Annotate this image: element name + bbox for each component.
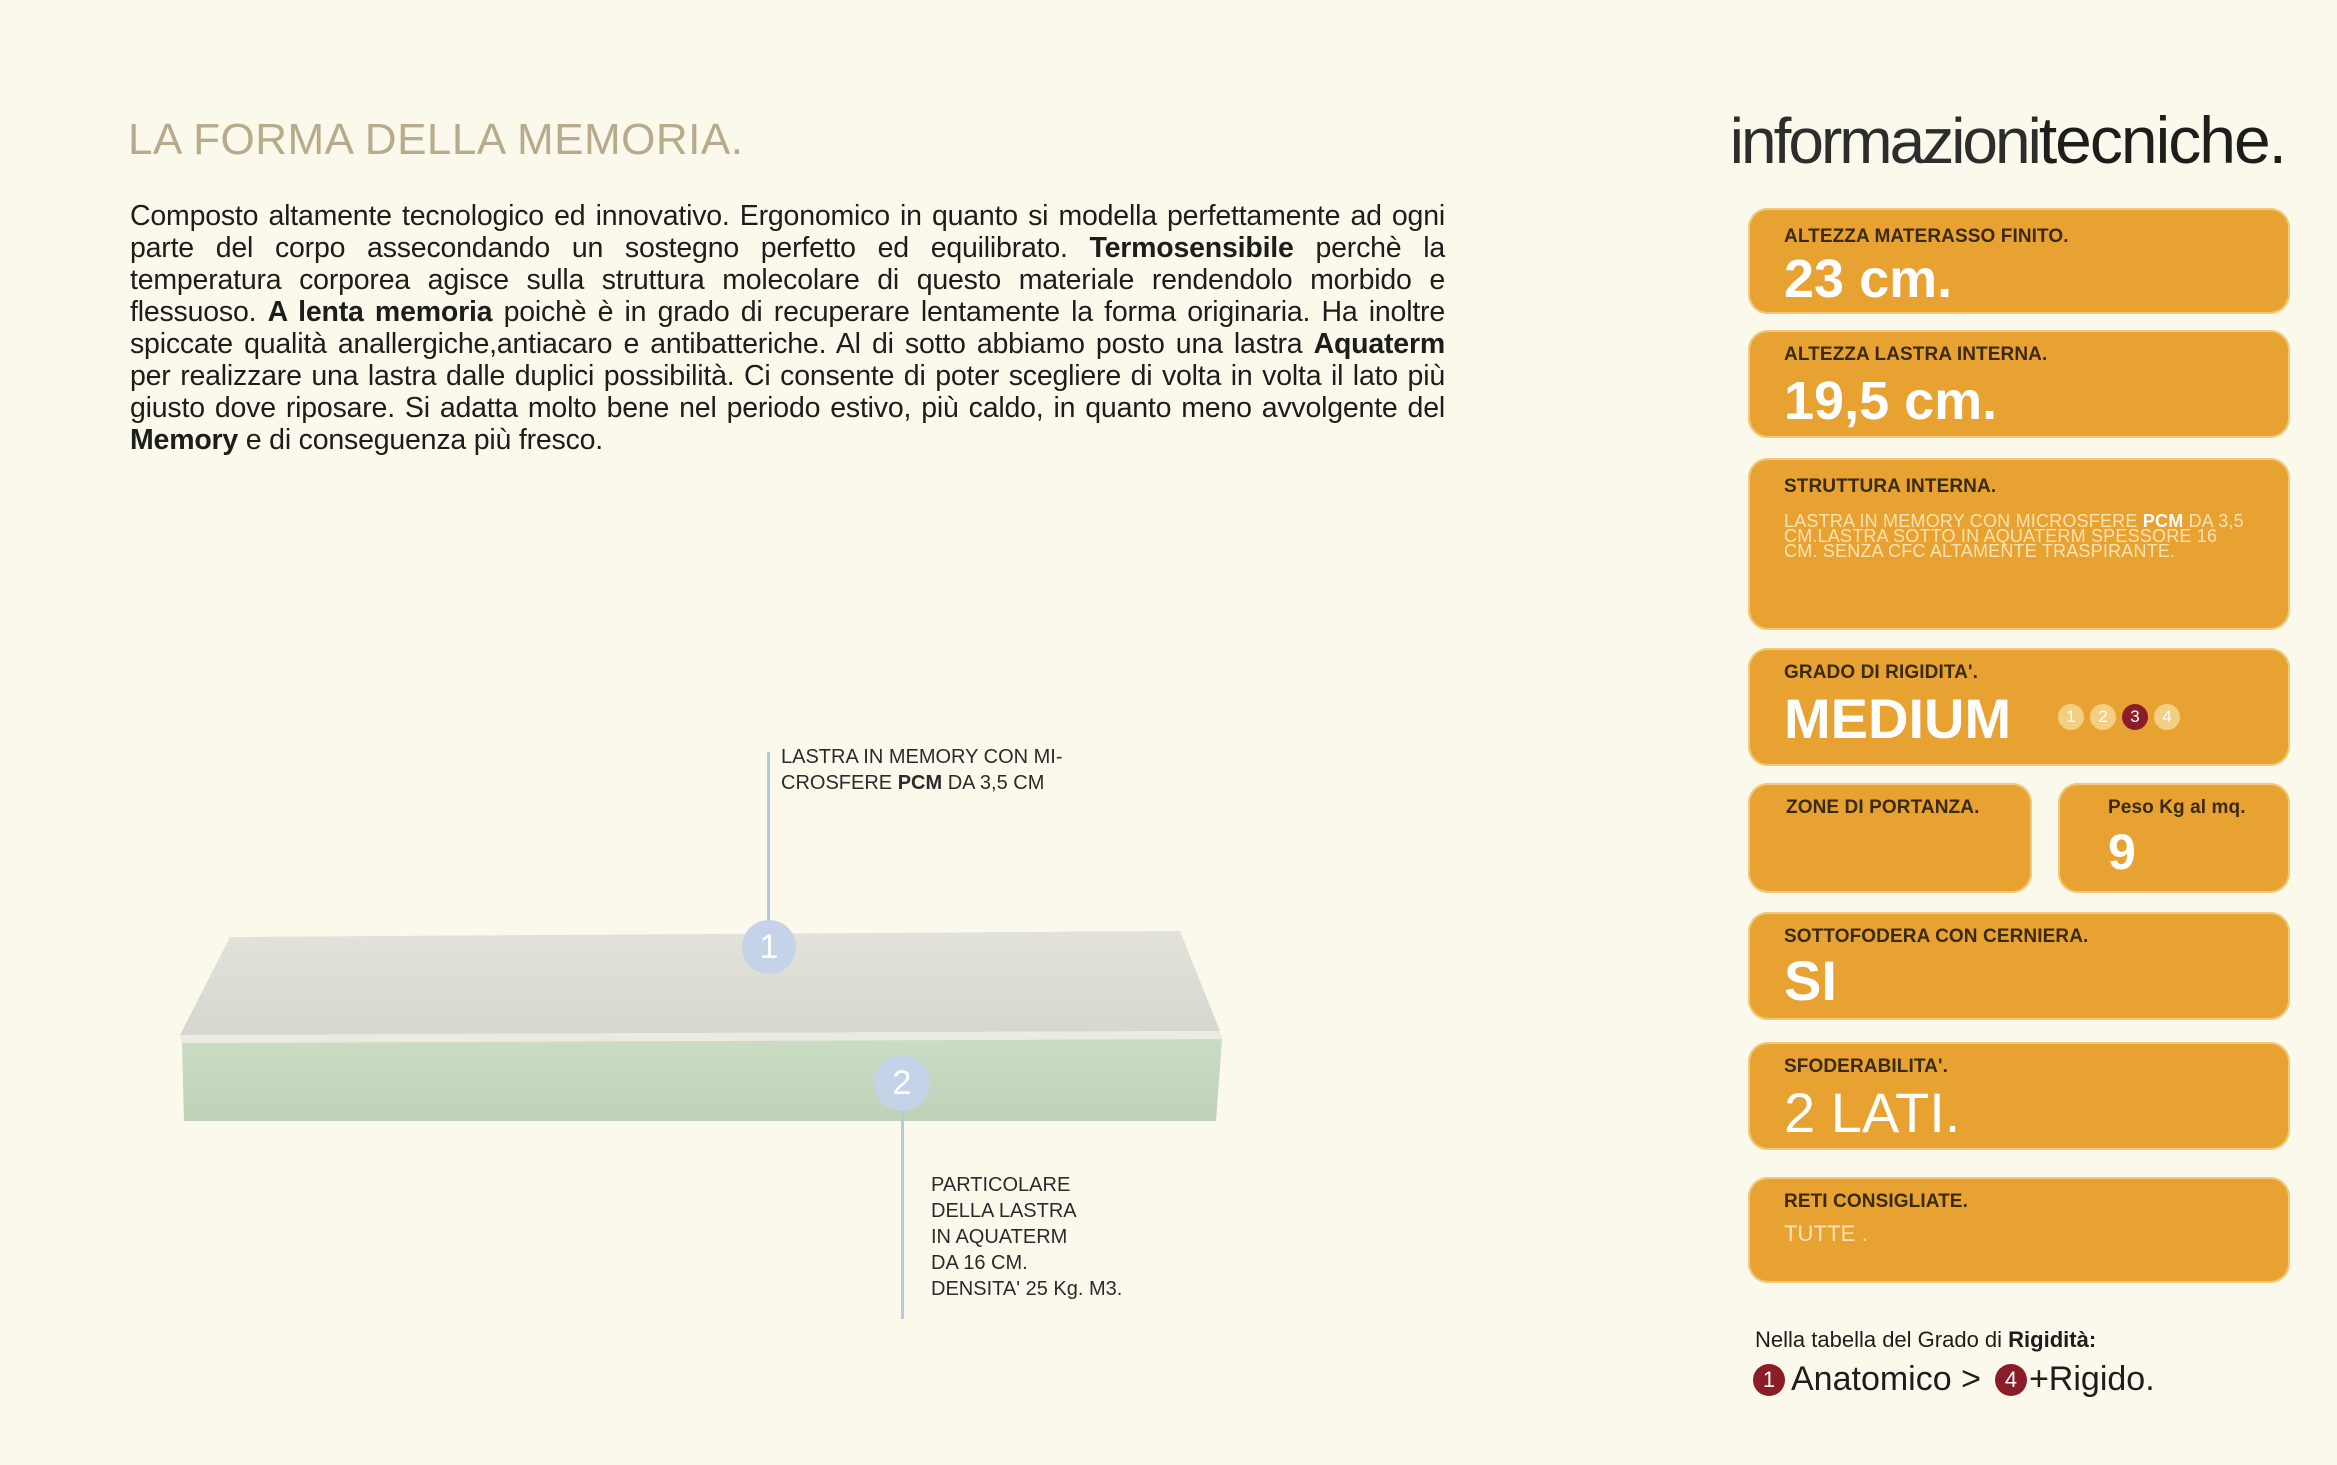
card-value: MEDIUM (1784, 687, 2012, 750)
card-reti-consigliate (1748, 1177, 2290, 1283)
legend-anatomico: Anatomico > (1791, 1360, 1981, 1398)
card-altezza-materasso (1748, 208, 2290, 314)
paragraph-text: per realizzare una lastra dalle duplici possibilità. Ci consente di poter scegliere di volta in volta il lato più giusto dove riposare. Si adatta molto bene nel periodo estivo, più caldo, in quanto meno avvolgente del (130, 360, 1445, 424)
card-label: ALTEZZA LASTRA INTERNA. (1784, 344, 2048, 365)
card-sottofodera (1748, 912, 2290, 1020)
rigidity-scale (2058, 704, 2180, 730)
card-label: GRADO DI RIGIDITA'. (1784, 662, 1978, 683)
paragraph-emphasis: A lenta memoria (267, 296, 493, 328)
card-altezza-lastra (1748, 330, 2290, 438)
paragraph-text: Composto altamente tecnologico ed innovativo. Ergonomico in quanto si modella perfettamente ad ogni parte del corpo assecondando un sostegno perfetto ed equilibrato. (130, 200, 1445, 264)
card-label: ALTEZZA MATERASSO FINITO. (1784, 226, 2069, 247)
memory-layer (180, 931, 1220, 1035)
legend-dot-1: 1 (1753, 1364, 1785, 1396)
rigidity-legend (1753, 1360, 2155, 1399)
card-label: ZONE DI PORTANZA. (1786, 797, 1980, 818)
card-sfoderabilita (1748, 1042, 2290, 1150)
paragraph-text: e di conseguenza più fresco. (238, 424, 604, 456)
paragraph-text: poichè è in grado di recuperare lentamente la forma originaria. Ha inoltre spiccate qualità anallergiche,antiacaro e antibatteriche. Al di sotto abbiamo posto una lastra (130, 296, 1445, 360)
card-description: LASTRA IN MEMORY CON MICROSFERE PCM DA 3,5 CM.LASTRA SOTTO IN AQUATERM SPESSORE 16 CM. SENZA CFC ALTAMENTE TRASPIRANTE. (1784, 511, 2244, 561)
rigidity-dot-2: 2 (2090, 704, 2116, 730)
card-grado-rigidita (1748, 648, 2290, 766)
callout-2-marker: 2 (874, 1055, 930, 1111)
card-label: SOTTOFODERA CON CERNIERA. (1784, 926, 2089, 947)
callout-1-marker: 1 (742, 920, 796, 974)
rigidity-dot-3: 3 (2122, 704, 2148, 730)
aquaterm-layer (182, 1039, 1222, 1121)
card-value: 19,5 cm. (1784, 371, 1998, 431)
callout-2-text: PARTICOLARE DELLA LASTRA IN AQUATERM DA 16 CM. DENSITA' 25 Kg. M3. (931, 1174, 1123, 1300)
legend-dot-4: 4 (1995, 1364, 2027, 1396)
card-struttura-interna (1748, 458, 2290, 630)
card-label: STRUTTURA INTERNA. (1784, 476, 1997, 497)
card-value: SI (1784, 949, 1837, 1012)
description-paragraph (130, 200, 1445, 456)
paragraph-emphasis: Memory (130, 424, 239, 456)
paragraph-text: perchè la temperatura corporea agisce sulla struttura molecolare di questo materiale rendendolo morbido e flessuoso. (130, 232, 1445, 328)
callout-1-line (767, 752, 770, 920)
card-label: RETI CONSIGLIATE. (1784, 1191, 1968, 1212)
card-value: TUTTE . (1784, 1221, 1868, 1246)
legend-rigido: +Rigido. (2028, 1360, 2155, 1398)
rigidity-dot-4: 4 (2154, 704, 2180, 730)
card-peso (2058, 783, 2290, 893)
card-zone-portanza (1748, 783, 2032, 893)
card-label: Peso Kg al mq. (2108, 797, 2246, 818)
card-value: 23 cm. (1784, 249, 1953, 309)
section-title: LA FORMA DELLA MEMORIA. (128, 115, 744, 164)
card-value: 9 (2108, 824, 2136, 880)
card-value: 2 LATI. (1784, 1081, 1961, 1144)
mattress-illustration (170, 925, 1235, 1125)
rigidity-dot-1: 1 (2058, 704, 2084, 730)
technical-info-title: informazionitecniche. (1729, 103, 2285, 177)
callout-1-text: LASTRA IN MEMORY CON MI- CROSFERE PCM DA 3,5 CM (781, 746, 1063, 794)
callout-2-line (901, 1111, 904, 1319)
paragraph-emphasis: Aquaterm (1313, 328, 1445, 360)
card-label: SFODERABILITA'. (1784, 1056, 1948, 1077)
paragraph-emphasis: Termosensibile (1089, 232, 1294, 264)
rigidity-legend-title: Nella tabella del Grado di Rigidità: (1755, 1327, 2097, 1352)
